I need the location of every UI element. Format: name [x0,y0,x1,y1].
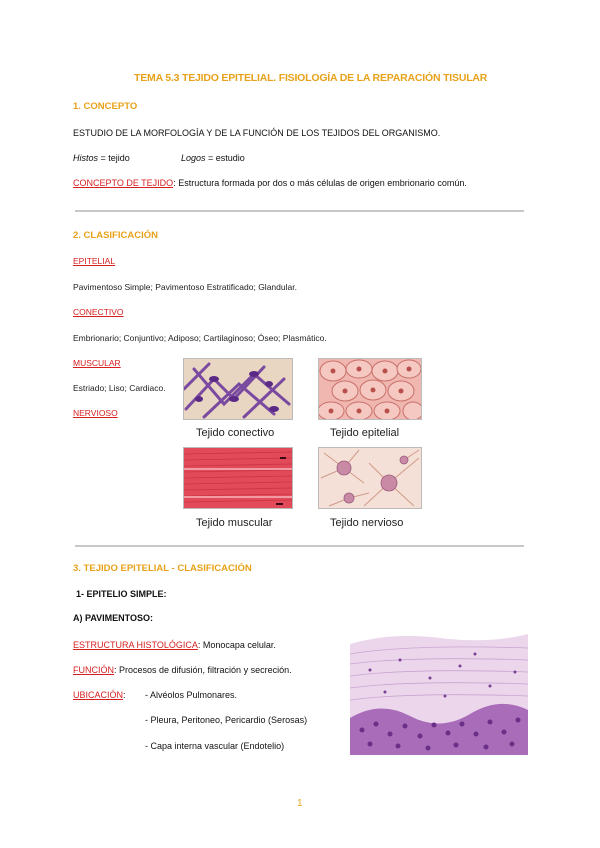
section-3-heading: 3. TEJIDO EPITELIAL - CLASIFICACIÓN [73,563,252,574]
simple-epithelium-heading: 1- EPITELIO SIMPLE: [76,589,167,599]
histos-def: = tejido [98,153,130,163]
logos-term: Logos [181,153,206,163]
concept-line: ESTUDIO DE LA MORFOLOGÍA Y DE LA FUNCIÓN DE LOS TEJIDOS DEL ORGANISMO. [73,128,441,138]
location-item-3: - Capa interna vascular (Endotelio) [145,741,285,751]
location-item-2: - Pleura, Peritoneo, Pericardio (Serosas) [145,715,308,725]
muscular-label: MUSCULAR [73,358,121,368]
tissue-concept-label: CONCEPTO DE TEJIDO [73,178,174,188]
connective-tissue-illustration [184,359,292,419]
nervous-tissue-image [318,447,422,509]
histological-structure-label: ESTRUCTURA HISTOLÓGICA [73,640,198,650]
function-label: FUNCIÓN [73,665,114,675]
tissue-concept-text: : Estructura formada por dos o más células de origen embrionario común. [173,178,467,188]
page-number: 1 [297,798,303,809]
location-item-1: - Alvéolos Pulmonares. [145,690,238,700]
epithelial-tissue-illustration [319,359,421,419]
nervous-tissue-illustration [319,448,421,508]
epitelial-label: EPITELIAL [73,256,116,266]
tissue-concept [73,178,467,188]
page-title: TEMA 5.3 TEJIDO EPITELIAL. FISIOLOGÍA DE LA REPARACIÓN TISULAR [134,72,488,84]
pavimentoso-heading: A) PAVIMENTOSO: [73,613,154,623]
divider-1 [75,210,524,212]
muscular-text: Estriado; Liso; Cardiaco. [73,383,166,393]
logos-definition [181,153,245,163]
nervioso-label: NERVIOSO [73,408,118,418]
histological-structure-text: : Monocapa celular. [197,640,276,650]
location-colon: : [123,690,126,700]
stratified-epithelium-illustration [350,630,528,755]
epithelial-tissue-caption: Tejido epitelial [330,427,400,439]
conectivo-text: Embrionario; Conjuntivo; Adiposo; Cartilaginoso; Óseo; Plasmático. [73,333,327,343]
nervous-tissue-caption: Tejido nervioso [330,517,404,529]
histological-structure [73,640,276,650]
histos-term: Histos [73,153,99,163]
location-label: UBICACIÓN [73,690,124,700]
connective-tissue-caption: Tejido conectivo [196,427,275,439]
epithelial-tissue-image [318,358,422,420]
logos-def: = estudio [205,153,245,163]
location-line [73,690,126,700]
connective-tissue-image [183,358,293,420]
muscle-tissue-illustration [184,448,292,508]
section-2-heading: 2. CLASIFICACIÓN [73,230,158,241]
function-text: : Procesos de difusión, filtración y secreción. [114,665,292,675]
muscle-tissue-image [183,447,293,509]
histology-image [350,630,528,755]
function-line [73,665,292,675]
muscle-tissue-caption: Tejido muscular [196,517,273,529]
section-1-heading: 1. CONCEPTO [73,101,138,112]
divider-2 [75,545,524,547]
conectivo-label: CONECTIVO [73,307,124,317]
epitelial-text: Pavimentoso Simple; Pavimentoso Estratificado; Glandular. [73,282,297,292]
histos-definition [73,153,130,163]
